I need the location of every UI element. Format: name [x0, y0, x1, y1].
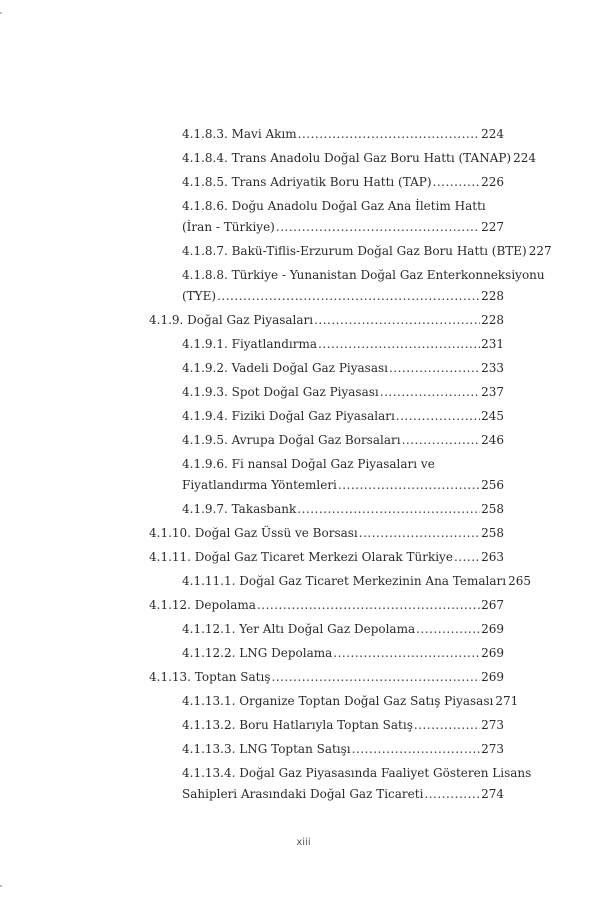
toc-entry[interactable]	[0, 499, 504, 520]
toc-entry-page: 269	[481, 646, 504, 660]
toc-entry-line	[149, 547, 504, 568]
dot-leader	[433, 172, 481, 193]
toc-entry[interactable]	[0, 643, 504, 664]
toc-entry[interactable]	[0, 124, 504, 145]
dot-leader	[359, 523, 480, 544]
toc-entry-line	[149, 667, 504, 688]
toc-entry-title: 4.1.12.2. LNG Depolama	[182, 646, 333, 660]
dot-leader	[314, 310, 480, 331]
toc-entry-page: 224	[481, 127, 504, 141]
toc-entry-title: 4.1.9.2. Vadeli Doğal Gaz Piyasası	[182, 361, 388, 375]
toc-entry-page: 226	[481, 175, 504, 189]
dot-leader	[333, 643, 480, 664]
dot-leader	[257, 595, 480, 616]
toc-entry-page: 228	[481, 289, 504, 303]
toc-entry[interactable]	[0, 310, 504, 331]
toc-entry-title: (İran - Türkiye)	[182, 220, 275, 234]
dot-leader	[414, 715, 480, 736]
dot-leader	[389, 358, 480, 379]
toc-entry-line	[182, 358, 504, 379]
toc-entry[interactable]	[0, 265, 545, 307]
toc-entry-line	[149, 523, 504, 544]
toc-entry[interactable]	[0, 241, 552, 262]
toc-entry-title: 4.1.9.1. Fiyatlandırma	[182, 337, 318, 351]
toc-entry[interactable]	[0, 667, 504, 688]
toc-entry-line	[182, 571, 531, 592]
toc-entry-line	[182, 430, 504, 451]
toc-entry-line	[182, 619, 504, 640]
toc-entry-title: 4.1.13. Toptan Satış	[149, 670, 271, 684]
dot-leader	[298, 124, 480, 145]
toc-entry-title: 4.1.12. Depolama	[149, 598, 256, 612]
toc-entry-line	[182, 148, 537, 169]
toc-entry[interactable]	[0, 547, 504, 568]
toc-entry-title: 4.1.9.4. Fiziki Doğal Gaz Piyasaları	[182, 409, 395, 423]
toc-entry-title: 4.1.8.4. Trans Anadolu Doğal Gaz Boru Hattı (TANAP)	[182, 151, 512, 165]
toc-entry-page: 256	[481, 478, 504, 492]
toc-entry-line	[182, 499, 504, 520]
toc-entry-title-line: 4.1.8.8. Türkiye - Yunanistan Doğal Gaz Enterkonneksiyonu	[182, 268, 545, 282]
toc-entry-page: 246	[481, 433, 504, 447]
toc-entry[interactable]	[0, 172, 504, 193]
toc-entry[interactable]	[0, 571, 531, 592]
toc-entry-title: 4.1.9. Doğal Gaz Piyasaları	[149, 313, 314, 327]
toc-entry-page: 224	[513, 151, 537, 165]
toc-entry-title: 4.1.13.1. Organize Toptan Doğal Gaz Satış Piyasası	[182, 694, 494, 708]
toc-entry-title: 4.1.8.3. Mavi Akım	[182, 127, 297, 141]
toc-entry-page: 258	[481, 526, 504, 540]
dot-leader	[380, 382, 480, 403]
toc-entry[interactable]	[0, 595, 504, 616]
table-of-contents	[0, 124, 607, 808]
toc-entry-line	[182, 406, 504, 427]
dot-leader	[416, 619, 480, 640]
toc-entry-title: 4.1.10. Doğal Gaz Üssü ve Borsası	[149, 526, 358, 540]
dot-leader	[318, 334, 480, 355]
toc-entry-title: 4.1.8.7. Bakü-Tiflis-Erzurum Doğal Gaz Boru Hattı (BTE)	[182, 244, 527, 258]
toc-entry-title: 4.1.12.1. Yer Altı Doğal Gaz Depolama	[182, 622, 416, 636]
toc-entry-line	[182, 475, 504, 496]
toc-entry[interactable]	[0, 406, 504, 427]
toc-entry-title: Sahipleri Arasındaki Doğal Gaz Ticareti	[182, 787, 424, 801]
toc-entry-title: 4.1.9.3. Spot Doğal Gaz Piyasası	[182, 385, 379, 399]
toc-entry[interactable]	[0, 382, 504, 403]
toc-entry[interactable]	[0, 715, 504, 736]
toc-entry-line	[182, 691, 519, 712]
toc-entry-page: 227	[481, 220, 504, 234]
toc-entry-page: 231	[481, 337, 504, 351]
toc-entry-title: 4.1.13.3. LNG Toptan Satışı	[182, 742, 351, 756]
toc-entry-title-line: 4.1.8.6. Doğu Anadolu Doğal Gaz Ana İletim Hattı	[182, 199, 486, 213]
toc-entry-line	[182, 172, 504, 193]
toc-entry-line	[182, 124, 504, 145]
toc-entry-line	[182, 334, 504, 355]
toc-entry[interactable]	[0, 334, 504, 355]
toc-entry-line	[149, 310, 504, 331]
toc-entry-title: 4.1.9.5. Avrupa Doğal Gaz Borsaları	[182, 433, 401, 447]
toc-entry-page: 233	[481, 361, 504, 375]
toc-entry[interactable]	[0, 739, 504, 760]
toc-entry-title: 4.1.11. Doğal Gaz Ticaret Merkezi Olarak Türkiye	[149, 550, 453, 564]
toc-entry-page: 263	[481, 550, 504, 564]
toc-entry[interactable]	[0, 196, 504, 238]
toc-entry-page: 228	[481, 313, 504, 327]
dot-leader	[276, 217, 480, 238]
dot-leader	[424, 784, 480, 805]
dot-leader	[396, 406, 480, 427]
toc-entry[interactable]	[0, 763, 532, 805]
page-number: xiii	[296, 837, 311, 848]
toc-entry-title-line: 4.1.9.6. Fi nansal Doğal Gaz Piyasaları ve	[182, 457, 435, 471]
dot-leader	[297, 499, 480, 520]
toc-entry-line	[149, 595, 504, 616]
toc-entry-page: 273	[481, 742, 504, 756]
toc-entry-title-line: 4.1.13.4. Doğal Gaz Piyasasında Faaliyet Gösteren Lisans	[182, 766, 532, 780]
toc-entry-page: 267	[481, 598, 504, 612]
toc-entry-line	[182, 217, 504, 238]
toc-entry-page: 237	[481, 385, 504, 399]
toc-entry-page: 269	[481, 622, 504, 636]
toc-entry-page: 245	[481, 409, 504, 423]
dot-leader	[338, 475, 480, 496]
toc-entry-page: 274	[481, 787, 504, 801]
toc-entry-page: 271	[495, 694, 519, 708]
toc-entry-line	[182, 241, 552, 262]
toc-entry-title: 4.1.8.5. Trans Adriyatik Boru Hattı (TAP)	[182, 175, 432, 189]
dot-leader	[454, 547, 480, 568]
toc-entry-page: 258	[481, 502, 504, 516]
toc-entry-page: 265	[508, 574, 531, 588]
dot-leader	[402, 430, 481, 451]
toc-entry-title: 4.1.11.1. Doğal Gaz Ticaret Merkezinin Ana Temaları	[182, 574, 507, 588]
toc-entry-page: 269	[481, 670, 504, 684]
toc-entry[interactable]	[0, 148, 537, 169]
toc-entry-line	[182, 715, 504, 736]
toc-entry[interactable]	[0, 523, 504, 544]
toc-entry-page: 273	[481, 718, 504, 732]
toc-entry-line	[182, 382, 504, 403]
dot-leader	[272, 667, 481, 688]
edge-mark	[0, 12, 2, 14]
toc-entry-title: Fiyatlandırma Yöntemleri	[182, 478, 337, 492]
edge-mark	[0, 885, 2, 887]
dot-leader	[352, 739, 480, 760]
toc-entry[interactable]	[0, 619, 504, 640]
toc-entry-title: 4.1.9.7. Takasbank	[182, 502, 297, 516]
toc-entry-title: 4.1.13.2. Boru Hatlarıyla Toptan Satış	[182, 718, 413, 732]
toc-entry[interactable]	[0, 454, 504, 496]
toc-entry-line	[182, 784, 504, 805]
toc-entry-line	[182, 286, 504, 307]
toc-entry[interactable]	[0, 430, 504, 451]
toc-entry[interactable]	[0, 691, 519, 712]
dot-leader	[217, 286, 480, 307]
toc-entry-line	[182, 643, 504, 664]
toc-entry-line	[182, 739, 504, 760]
toc-entry[interactable]	[0, 358, 504, 379]
toc-entry-page: 227	[528, 244, 552, 258]
toc-entry-title: (TYE)	[182, 289, 217, 303]
